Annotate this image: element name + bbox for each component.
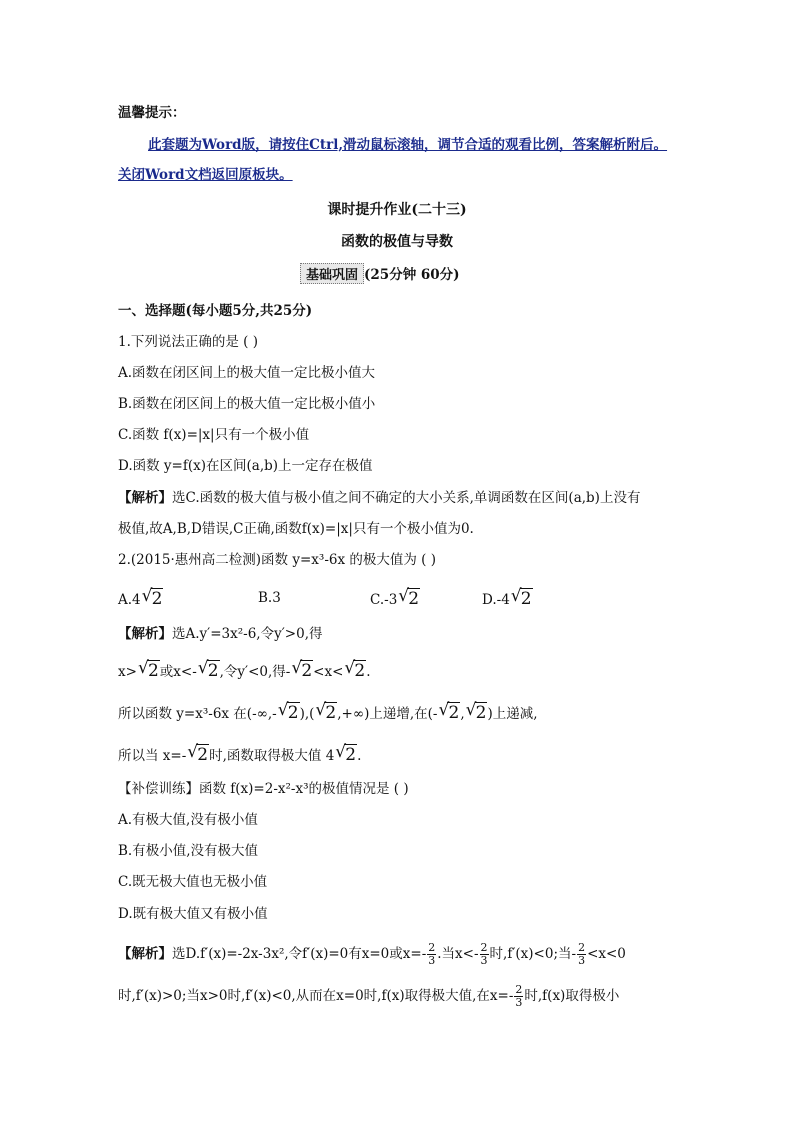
q1-option-a: A.函数在闭区间上的极大值一定比极小值大 (118, 365, 376, 381)
q2-option-a: A.4 √ 2 (118, 586, 163, 609)
q2-analysis-2: x> √ 2或x<- √ 2,令y′<0,得- √ 2<x< √ 2. (118, 658, 371, 681)
time-score: (25分钟 60分) (364, 267, 460, 283)
q2-analysis-3: 所以函数 y=x³-6x 在(-∞,- √ 2),( √ 2,+∞)上递增,在(- √ 2, √ 2)上递减, (118, 700, 538, 723)
q1-option-c: C.函数 f(x)=|x|只有一个极小值 (118, 427, 310, 443)
q2-option-d: D.-4 √ 2 (482, 586, 532, 609)
tip-line-2: 关闭Word文档返回原板块。 (118, 167, 293, 183)
tip-line-1: 此套题为Word版，请按住Ctrl,滑动鼠标滚轴，调节合适的观看比例，答案解析附后。 (148, 137, 668, 153)
q3-option-b: B.有极小值,没有极大值 (118, 843, 259, 859)
section-heading: 一、选择题(每小题5分,共25分) (118, 303, 313, 319)
basic-badge: 基础巩固 (300, 263, 364, 284)
q1-option-b: B.函数在闭区间上的极大值一定比极小值小 (118, 396, 376, 412)
q3-analysis-1: 【解析】选D.f′(x)=-2x-3x²,令f′(x)=0有x=0或x=- $\frac{2}{3}$ .当x<- $\frac{2}{3}$ 时,f′(x)<0;当- $\frac{2}{3}$ <x<0 (118, 941, 626, 967)
q1-analysis-1 (118, 489, 640, 507)
q1-stem: 1.下列说法正确的是 ( ) (118, 334, 258, 350)
q2-analysis-1: 【解析】选A.y′=3x²-6,令y′>0,得 (118, 626, 323, 642)
q1-option-d: D.函数 y=f(x)在区间(a,b)上一定存在极值 (118, 458, 373, 474)
q2-option-b: B.3 (258, 590, 281, 606)
q3-option-a: A.有极大值,没有极小值 (118, 812, 258, 828)
tip-title: 温馨提示： (118, 105, 186, 121)
q3-analysis-2: 时,f′(x)>0;当x>0时,f′(x)<0,从而在x=0时,f(x)取得极大值,在x=- $\frac{2}{3}$ 时,f(x)取得极小 (118, 983, 620, 1009)
q1-analysis-2: 极值,故A,B,D错误,C正确,函数f(x)=|x|只有一个极小值为0. (118, 521, 474, 537)
q3-option-c: C.既无极大值也无极小值 (118, 874, 268, 890)
q3-option-d: D.既有极大值又有极小值 (118, 906, 268, 922)
doc-subtitle: 函数的极值与导数 (341, 234, 453, 250)
q2-stem: 2.(2015·惠州高二检测)函数 y=x³-6x 的极大值为 ( ) (118, 552, 436, 568)
q2-option-c: C.-3 √ 2 (370, 586, 420, 609)
analysis-label: 【解析】 (118, 490, 172, 506)
doc-title: 课时提升作业(二十三) (327, 202, 467, 218)
q1-analysis-text: 选C.函数的极大值与极小值之间不确定的大小关系,单调函数在区间(a,b)上没有 (172, 490, 641, 506)
q2-analysis-4: 所以当 x=- √ 2时,函数取得极大值 4 √ 2. (118, 742, 362, 765)
badge-row (300, 263, 460, 284)
q3-stem: 【补偿训练】函数 f(x)=2-x²-x³的极值情况是 ( ) (118, 781, 409, 797)
